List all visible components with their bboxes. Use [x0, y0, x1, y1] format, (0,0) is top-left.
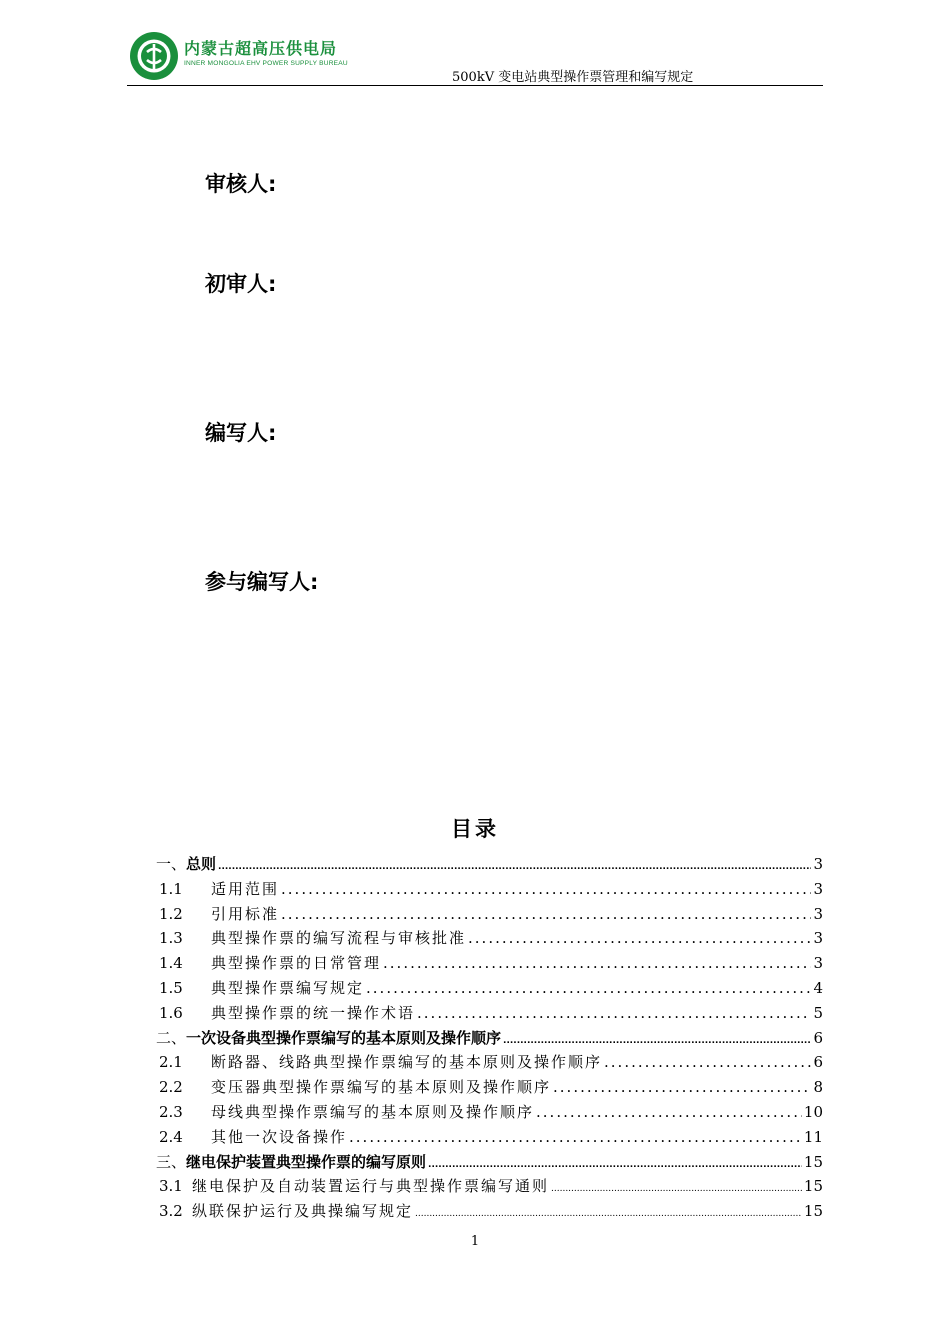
header-divider — [127, 85, 823, 86]
toc-entry[interactable]: 1.5 典型操作票编写规定 ..... 4 — [159, 977, 823, 1002]
toc-entry[interactable]: 一、 总则 ..... 3 — [156, 853, 823, 878]
toc-entry[interactable]: 1.2 引用标准 ..... 3 — [159, 903, 823, 928]
org-name-cn: 内蒙古超高压供电局 — [184, 39, 338, 58]
toc-entry[interactable]: 3.2 纵联保护运行及典操编写规定 ..... 15 — [159, 1200, 823, 1225]
toc-heading: 目录 — [451, 817, 499, 841]
page-number: 1 — [470, 1234, 480, 1249]
reviewer-label: 审核人: — [205, 172, 277, 196]
power-bureau-logo-icon — [128, 30, 180, 82]
toc-entry[interactable]: 2.2 变压器典型操作票编写的基本原则及操作顺序 ..... 8 — [159, 1076, 823, 1101]
toc-entry[interactable]: 2.3 母线典型操作票编写的基本原则及操作顺序 ..... 10 — [159, 1101, 823, 1126]
org-name-en: INNER MONGOLIA EHV POWER SUPPLY BUREAU — [184, 60, 348, 67]
contributors-label: 参与编写人: — [205, 570, 319, 594]
first-reviewer-label: 初审人: — [205, 272, 277, 296]
toc-entry[interactable]: 2.1 断路器、线路典型操作票编写的基本原则及操作顺序 ..... 6 — [159, 1051, 823, 1076]
toc-entry[interactable]: 3.1 继电保护及自动装置运行与典型操作票编写通则 ..... 15 — [159, 1175, 823, 1200]
toc-entry[interactable]: 1.3 典型操作票的编写流程与审核批准 ..... 3 — [159, 927, 823, 952]
toc-entry[interactable]: 2.4 其他一次设备操作 ..... 11 — [159, 1126, 823, 1151]
toc-entry[interactable]: 1.4 典型操作票的日常管理 ..... 3 — [159, 952, 823, 977]
table-of-contents — [156, 853, 823, 1225]
toc-entry[interactable]: 1.6 典型操作票的统一操作术语 ..... 5 — [159, 1002, 823, 1027]
toc-entry[interactable]: 二、 一次设备典型操作票编写的基本原则及操作顺序 ..... 6 — [156, 1027, 823, 1052]
document-title: 500kV 变电站典型操作票管理和编写规定 — [452, 70, 694, 85]
toc-entry[interactable]: 1.1 适用范围 ..... 3 — [159, 878, 823, 903]
toc-entry[interactable]: 三、 继电保护装置典型操作票的编写原则 ..... 15 — [156, 1151, 823, 1176]
author-label: 编写人: — [205, 421, 277, 445]
